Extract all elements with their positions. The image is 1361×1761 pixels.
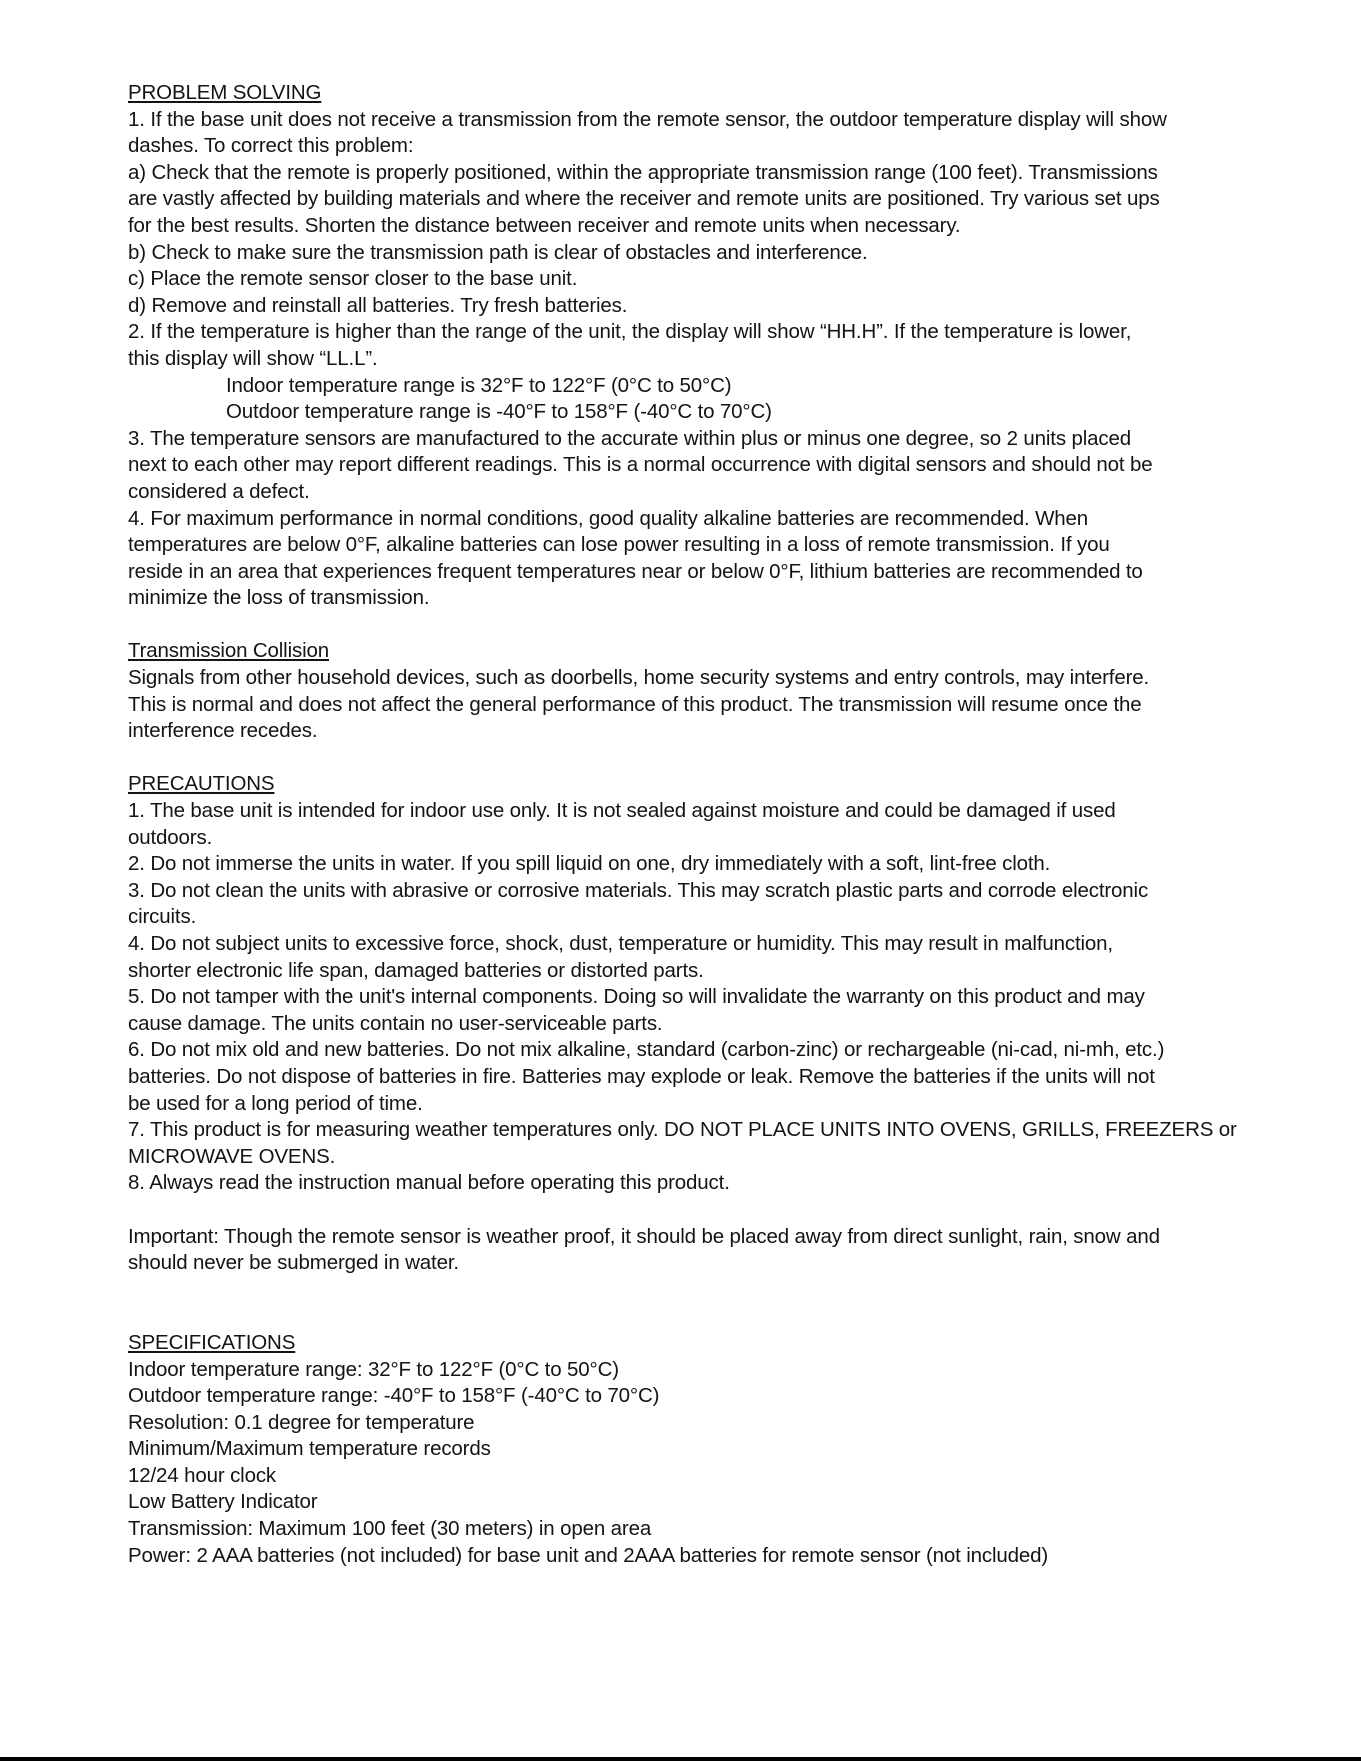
problem-solving-line: for the best results. Shorten the distance between receiver and remote units when necessary. [128, 213, 961, 237]
problem-solving-line: b) Check to make sure the transmission path is clear of obstacles and interference. [128, 240, 868, 264]
transmission-collision-line: This is normal and does not affect the general performance of this product. The transmission will resume once the [128, 692, 1142, 716]
spacer [128, 612, 1238, 639]
transmission-collision-line: interference recedes. [128, 719, 318, 743]
problem-solving-line: dashes. To correct this problem: [128, 134, 414, 158]
problem-solving-line: 2. If the temperature is higher than the range of the unit, the display will show “HH.H”. If the temperature is lower, [128, 320, 1132, 344]
specifications-section [128, 1330, 1238, 1569]
specification-item: Low Battery Indicator [128, 1490, 318, 1514]
specifications-heading: SPECIFICATIONS [128, 1330, 296, 1354]
specification-item: Resolution: 0.1 degree for temperature [128, 1410, 475, 1434]
transmission-collision-section [128, 638, 1238, 744]
precautions-line: outdoors. [128, 825, 213, 849]
problem-solving-line: next to each other may report different readings. This is a normal occurrence with digital sensors and should not be [128, 453, 1153, 477]
precautions-line: 3. Do not clean the units with abrasive or corrosive materials. This may scratch plastic parts and corrode electronic [128, 878, 1149, 902]
precautions-line: 4. Do not subject units to excessive force, shock, dust, temperature or humidity. This may result in malfunction, [128, 932, 1113, 955]
specification-item: Outdoor temperature range: -40°F to 158°F (-40°C to 70°C) [128, 1384, 660, 1408]
important-note-line: Important: Though the remote sensor is weather proof, it should be placed away from direct sunlight, rain, snow and [128, 1224, 1160, 1248]
precautions-line: 8. Always read the instruction manual before operating this product. [128, 1171, 730, 1195]
document-page [128, 80, 1238, 1569]
problem-solving-line: d) Remove and reinstall all batteries. Try fresh batteries. [128, 293, 628, 317]
indoor-range-line: Indoor temperature range is 32°F to 122°F (0°C to 50°C) [226, 373, 732, 397]
specification-item: Minimum/Maximum temperature records [128, 1437, 491, 1461]
precautions-line: be used for a long period of time. [128, 1091, 423, 1115]
precautions-line: cause damage. The units contain no user-serviceable parts. [128, 1011, 663, 1035]
transmission-collision-heading: Transmission Collision [128, 639, 329, 663]
precautions-line: circuits. [128, 905, 197, 929]
spacer [128, 745, 1238, 772]
important-note-line: should never be submerged in water. [128, 1251, 459, 1275]
specification-item: 12/24 hour clock [128, 1463, 277, 1487]
precautions-heading: PRECAUTIONS [128, 772, 275, 796]
problem-solving-line: reside in an area that experiences frequent temperatures near or below 0°F, lithium batteries are recommended to [128, 559, 1143, 583]
problem-solving-heading: PROBLEM SOLVING [128, 81, 322, 104]
problem-solving-line: this display will show “LL.L”. [128, 346, 378, 370]
problem-solving-line: considered a defect. [128, 479, 310, 503]
precautions-line: MICROWAVE OVENS. [128, 1144, 336, 1168]
problem-solving-section [128, 80, 1238, 612]
precautions-line: 7. This product is for measuring weather temperatures only. DO NOT PLACE UNITS INTO OVENS, GRILLS, FREEZERS or [128, 1118, 1237, 1142]
problem-solving-line: are vastly affected by building materials and where the receiver and remote units are positioned. Try various set ups [128, 187, 1160, 211]
precautions-line: shorter electronic life span, damaged batteries or distorted parts. [128, 958, 704, 982]
spacer [128, 1197, 1238, 1224]
specification-item: Power: 2 AAA batteries (not included) for base unit and 2AAA batteries for remote sensor (not included) [128, 1543, 1049, 1567]
problem-solving-line: a) Check that the remote is properly positioned, within the appropriate transmission range (100 feet). Transmissions [128, 160, 1158, 184]
precautions-line: 2. Do not immerse the units in water. If you spill liquid on one, dry immediately with a soft, lint-free cloth. [128, 852, 1051, 876]
problem-solving-line: 4. For maximum performance in normal conditions, good quality alkaline batteries are recommended. When [128, 506, 1089, 530]
problem-solving-line: c) Place the remote sensor closer to the base unit. [128, 267, 578, 291]
problem-solving-line: 3. The temperature sensors are manufactured to the accurate within plus or minus one degree, so 2 units placed [128, 426, 1132, 450]
specification-item: Indoor temperature range: 32°F to 122°F (0°C to 50°C) [128, 1357, 619, 1381]
specification-item: Transmission: Maximum 100 feet (30 meters) in open area [128, 1517, 652, 1541]
precautions-line: 1. The base unit is intended for indoor use only. It is not sealed against moisture and could be damaged if used [128, 799, 1116, 823]
outdoor-range-line: Outdoor temperature range is -40°F to 158°F (-40°C to 70°C) [226, 400, 772, 424]
transmission-collision-line: Signals from other household devices, such as doorbells, home security systems and entry controls, may interfere. [128, 666, 1150, 690]
precautions-line: 5. Do not tamper with the unit's internal components. Doing so will invalidate the warranty on this product and may [128, 985, 1145, 1009]
page-bottom-rule [0, 1757, 1361, 1761]
problem-solving-line: temperatures are below 0°F, alkaline batteries can lose power resulting in a loss of remote transmission. If you [128, 533, 1110, 557]
precautions-line: 6. Do not mix old and new batteries. Do not mix alkaline, standard (carbon-zinc) or rechargeable (ni-cad, ni-mh, etc.) [128, 1038, 1165, 1062]
problem-solving-line: 1. If the base unit does not receive a transmission from the remote sensor, the outdoor temperature display will show [128, 107, 1167, 131]
problem-solving-line: minimize the loss of transmission. [128, 586, 430, 610]
spacer [128, 1277, 1238, 1330]
precautions-line: batteries. Do not dispose of batteries in fire. Batteries may explode or leak. Remove the batteries if the units will not [128, 1064, 1155, 1088]
precautions-section [128, 771, 1238, 1276]
